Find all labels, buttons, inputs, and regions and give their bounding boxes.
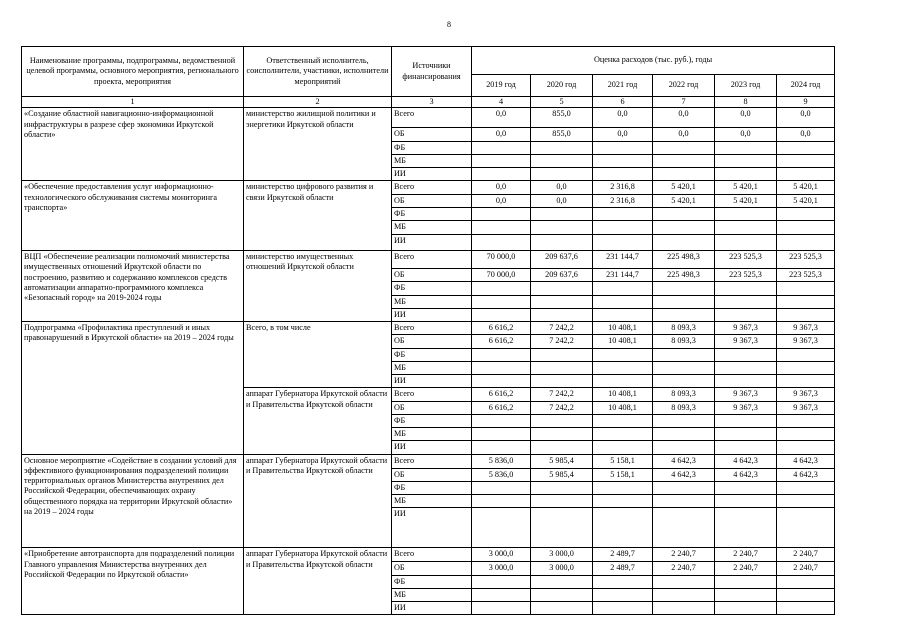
- cost-value-cell: [531, 375, 593, 388]
- cost-value-cell: [593, 588, 653, 601]
- cost-value-cell: [472, 282, 531, 295]
- cost-value-cell: 2 489,7: [593, 548, 653, 562]
- cost-value-cell: [531, 508, 593, 548]
- cost-value-cell: [472, 308, 531, 321]
- cost-value-cell: 223 525,3: [715, 269, 777, 282]
- funding-source-cell: ФБ: [392, 348, 472, 361]
- executor-cell: Всего, в том числе: [244, 322, 392, 388]
- cost-value-cell: 0,0: [593, 128, 653, 141]
- funding-source-cell: ФБ: [392, 481, 472, 494]
- header-source-col: Источники финансирования: [392, 47, 472, 97]
- cost-value-cell: [777, 414, 835, 427]
- cost-value-cell: [777, 588, 835, 601]
- cost-value-cell: [715, 282, 777, 295]
- column-index: 4: [472, 97, 531, 108]
- cost-value-cell: [715, 207, 777, 220]
- table-body: [22, 108, 835, 615]
- cost-value-cell: 5 985,4: [531, 454, 593, 468]
- cost-value-cell: [472, 154, 531, 167]
- header-year: 2019 год: [472, 75, 531, 97]
- program-name-cell: «Создание областной навигационно-информационной инфраструктуры в разрезе сфер экономики Иркутской области»: [22, 108, 244, 181]
- cost-value-cell: [472, 602, 531, 615]
- cost-value-cell: 2 316,8: [593, 181, 653, 194]
- cost-value-cell: 9 367,3: [777, 401, 835, 414]
- cost-value-cell: 0,0: [715, 108, 777, 128]
- funding-source-cell: МБ: [392, 295, 472, 308]
- header-year: 2024 год: [777, 75, 835, 97]
- program-name-cell: «Обеспечение предоставления услуг информационно-технологического обслуживания системы мониторинга транспорта»: [22, 181, 244, 251]
- cost-value-cell: 231 144,7: [593, 269, 653, 282]
- cost-value-cell: 5 836,0: [472, 468, 531, 481]
- cost-value-cell: 5 985,4: [531, 468, 593, 481]
- cost-value-cell: 0,0: [531, 181, 593, 194]
- cost-value-cell: [653, 235, 715, 251]
- funding-source-cell: МБ: [392, 154, 472, 167]
- cost-value-cell: [593, 295, 653, 308]
- cost-value-cell: [777, 361, 835, 374]
- cost-value-cell: [715, 295, 777, 308]
- cost-value-cell: [472, 414, 531, 427]
- cost-value-cell: [593, 508, 653, 548]
- cost-value-cell: [593, 602, 653, 615]
- cost-value-cell: [777, 375, 835, 388]
- cost-value-cell: 9 367,3: [777, 388, 835, 401]
- funding-source-cell: ОБ: [392, 562, 472, 575]
- cost-value-cell: [472, 441, 531, 454]
- cost-value-cell: 5 420,1: [777, 194, 835, 207]
- executor-cell: министерство жилищной политики и энергетики Иркутской области: [244, 108, 392, 181]
- cost-value-cell: [777, 295, 835, 308]
- cost-value-cell: [593, 235, 653, 251]
- cost-value-cell: [715, 221, 777, 235]
- cost-value-cell: 0,0: [777, 128, 835, 141]
- cost-value-cell: [472, 141, 531, 154]
- program-name-cell: Подпрограмма «Профилактика преступлений и иных правонарушений в Иркутской области» на 2019 – 2024 годы: [22, 322, 244, 455]
- cost-value-cell: [715, 495, 777, 508]
- executor-cell: аппарат Губернатора Иркутской области и Правительства Иркутской области: [244, 454, 392, 548]
- funding-source-cell: ФБ: [392, 282, 472, 295]
- cost-value-cell: 209 637,6: [531, 251, 593, 269]
- cost-value-cell: [531, 575, 593, 588]
- cost-value-cell: [593, 141, 653, 154]
- funding-source-cell: ИИ: [392, 375, 472, 388]
- funding-source-cell: Всего: [392, 251, 472, 269]
- program-name-cell: «Приобретение автотранспорта для подразделений полиции Главного управления Министерства внутренних дел Российской Федерации по Иркутской области»: [22, 548, 244, 615]
- column-index: 1: [22, 97, 244, 108]
- cost-value-cell: [593, 481, 653, 494]
- cost-value-cell: [472, 235, 531, 251]
- cost-value-cell: [777, 481, 835, 494]
- cost-value-cell: [653, 428, 715, 441]
- cost-value-cell: 2 316,8: [593, 194, 653, 207]
- cost-value-cell: 3 000,0: [531, 548, 593, 562]
- cost-value-cell: [531, 207, 593, 220]
- funding-source-cell: ИИ: [392, 602, 472, 615]
- cost-value-cell: [777, 495, 835, 508]
- cost-value-cell: 8 093,3: [653, 335, 715, 348]
- cost-value-cell: 0,0: [777, 108, 835, 128]
- cost-value-cell: [653, 154, 715, 167]
- cost-value-cell: [593, 207, 653, 220]
- cost-value-cell: 8 093,3: [653, 401, 715, 414]
- cost-value-cell: 9 367,3: [715, 401, 777, 414]
- cost-value-cell: 9 367,3: [777, 335, 835, 348]
- cost-value-cell: 6 616,2: [472, 322, 531, 335]
- cost-value-cell: [653, 282, 715, 295]
- header-year: 2020 год: [531, 75, 593, 97]
- cost-value-cell: [472, 575, 531, 588]
- cost-value-cell: [777, 207, 835, 220]
- cost-value-cell: [593, 375, 653, 388]
- cost-value-cell: 0,0: [472, 194, 531, 207]
- cost-value-cell: 8 093,3: [653, 388, 715, 401]
- page-number: 8: [447, 20, 451, 29]
- cost-value-cell: [653, 575, 715, 588]
- cost-value-cell: [472, 375, 531, 388]
- cost-value-cell: 4 642,3: [777, 468, 835, 481]
- funding-source-cell: Всего: [392, 548, 472, 562]
- cost-value-cell: [653, 221, 715, 235]
- cost-value-cell: [531, 361, 593, 374]
- cost-value-cell: [715, 602, 777, 615]
- cost-value-cell: 5 158,1: [593, 468, 653, 481]
- cost-value-cell: 3 000,0: [531, 562, 593, 575]
- cost-value-cell: 0,0: [472, 128, 531, 141]
- cost-value-cell: [653, 441, 715, 454]
- funding-source-cell: ФБ: [392, 141, 472, 154]
- cost-value-cell: 10 408,1: [593, 322, 653, 335]
- cost-value-cell: 10 408,1: [593, 335, 653, 348]
- funding-source-cell: ИИ: [392, 308, 472, 321]
- cost-value-cell: [715, 481, 777, 494]
- cost-value-cell: 4 642,3: [653, 468, 715, 481]
- cost-value-cell: [531, 602, 593, 615]
- cost-value-cell: [593, 308, 653, 321]
- cost-value-cell: 3 000,0: [472, 562, 531, 575]
- funding-source-cell: МБ: [392, 588, 472, 601]
- cost-value-cell: 2 240,7: [715, 548, 777, 562]
- program-name-cell: ВЦП «Обеспечение реализации полномочий министерства имущественных отношений Иркутской области по построению, развитию и содержанию комплексов средств автоматизации аппаратно-программного комплекса «Безопасный город» на 2019-2024 годы: [22, 251, 244, 322]
- cost-value-cell: 0,0: [472, 108, 531, 128]
- cost-value-cell: [472, 168, 531, 181]
- header-year: 2022 год: [653, 75, 715, 97]
- header-year: 2021 год: [593, 75, 653, 97]
- cost-value-cell: [531, 588, 593, 601]
- cost-value-cell: [593, 282, 653, 295]
- cost-value-cell: 7 242,2: [531, 335, 593, 348]
- cost-value-cell: [715, 235, 777, 251]
- cost-value-cell: [653, 348, 715, 361]
- cost-value-cell: 223 525,3: [777, 251, 835, 269]
- cost-value-cell: [531, 348, 593, 361]
- column-index: 2: [244, 97, 392, 108]
- table-row: [22, 454, 835, 468]
- cost-value-cell: [715, 361, 777, 374]
- cost-value-cell: [777, 575, 835, 588]
- cost-value-cell: [593, 414, 653, 427]
- cost-value-cell: 2 489,7: [593, 562, 653, 575]
- cost-value-cell: [715, 348, 777, 361]
- funding-source-cell: МБ: [392, 428, 472, 441]
- cost-value-cell: [593, 348, 653, 361]
- cost-value-cell: 5 420,1: [653, 181, 715, 194]
- cost-value-cell: [593, 221, 653, 235]
- cost-value-cell: [777, 508, 835, 548]
- cost-value-cell: [715, 141, 777, 154]
- cost-value-cell: 3 000,0: [472, 548, 531, 562]
- program-name-cell: Основное мероприятие «Содействие в создании условий для эффективного функционирования подразделений полиции территориальных органов Министерства внутренних дел Российской Федерации, обеспечивающих охрану общественного порядка на территории Иркутской области» на 2019 – 2024 годы: [22, 454, 244, 548]
- cost-value-cell: [777, 221, 835, 235]
- cost-value-cell: [653, 361, 715, 374]
- header-name-col: Наименование программы, подпрограммы, ведомственной целевой программы, основного мероприятия, регионального проекта, мероприятия: [22, 47, 244, 97]
- cost-value-cell: [777, 441, 835, 454]
- cost-value-cell: [531, 282, 593, 295]
- cost-value-cell: [715, 375, 777, 388]
- cost-value-cell: 7 242,2: [531, 322, 593, 335]
- cost-value-cell: [777, 428, 835, 441]
- column-index: 8: [715, 97, 777, 108]
- cost-value-cell: [777, 602, 835, 615]
- cost-value-cell: [653, 495, 715, 508]
- cost-value-cell: [531, 235, 593, 251]
- cost-value-cell: [472, 428, 531, 441]
- funding-source-cell: Всего: [392, 108, 472, 128]
- funding-source-cell: ФБ: [392, 207, 472, 220]
- table-row: [22, 251, 835, 269]
- funding-source-cell: ОБ: [392, 401, 472, 414]
- cost-value-cell: 855,0: [531, 108, 593, 128]
- funding-source-cell: ФБ: [392, 414, 472, 427]
- header-executor-col: Ответственный исполнитель, соисполнители, участники, исполнители мероприятий: [244, 47, 392, 97]
- executor-cell: министерство цифрового развития и связи Иркутской области: [244, 181, 392, 251]
- cost-value-cell: 4 642,3: [715, 454, 777, 468]
- funding-source-cell: МБ: [392, 221, 472, 235]
- executor-cell: министерство имущественных отношений Иркутской области: [244, 251, 392, 322]
- cost-value-cell: 4 642,3: [653, 454, 715, 468]
- cost-value-cell: 7 242,2: [531, 401, 593, 414]
- funding-source-cell: Всего: [392, 388, 472, 401]
- cost-value-cell: 4 642,3: [715, 468, 777, 481]
- header-costs-col: Оценка расходов (тыс. руб.), годы: [472, 47, 835, 75]
- cost-value-cell: 0,0: [593, 108, 653, 128]
- cost-value-cell: [531, 428, 593, 441]
- cost-value-cell: 0,0: [472, 181, 531, 194]
- cost-value-cell: [472, 361, 531, 374]
- cost-value-cell: [715, 428, 777, 441]
- funding-source-cell: Всего: [392, 322, 472, 335]
- cost-value-cell: 9 367,3: [715, 335, 777, 348]
- cost-value-cell: [531, 221, 593, 235]
- cost-value-cell: [472, 207, 531, 220]
- cost-value-cell: 6 616,2: [472, 335, 531, 348]
- cost-value-cell: [715, 441, 777, 454]
- cost-value-cell: [653, 295, 715, 308]
- cost-value-cell: [531, 481, 593, 494]
- funding-source-cell: МБ: [392, 495, 472, 508]
- funding-source-cell: ОБ: [392, 194, 472, 207]
- cost-value-cell: [653, 481, 715, 494]
- budget-table: [21, 46, 835, 615]
- cost-value-cell: 2 240,7: [653, 548, 715, 562]
- funding-source-cell: Всего: [392, 181, 472, 194]
- cost-value-cell: 0,0: [531, 194, 593, 207]
- funding-source-cell: ФБ: [392, 575, 472, 588]
- cost-value-cell: [593, 428, 653, 441]
- cost-value-cell: 0,0: [653, 108, 715, 128]
- cost-value-cell: 5 420,1: [715, 194, 777, 207]
- cost-value-cell: [715, 588, 777, 601]
- cost-value-cell: 70 000,0: [472, 251, 531, 269]
- cost-value-cell: [777, 168, 835, 181]
- cost-value-cell: 223 525,3: [715, 251, 777, 269]
- column-index: 9: [777, 97, 835, 108]
- cost-value-cell: 2 240,7: [777, 562, 835, 575]
- cost-value-cell: 0,0: [715, 128, 777, 141]
- cost-value-cell: [472, 588, 531, 601]
- cost-value-cell: [653, 414, 715, 427]
- executor-cell: аппарат Губернатора Иркутской области и Правительства Иркутской области: [244, 388, 392, 454]
- cost-value-cell: [531, 414, 593, 427]
- cost-value-cell: [593, 495, 653, 508]
- table-row: [22, 548, 835, 562]
- cost-value-cell: 70 000,0: [472, 269, 531, 282]
- cost-value-cell: [593, 441, 653, 454]
- cost-value-cell: 0,0: [653, 128, 715, 141]
- cost-value-cell: [653, 375, 715, 388]
- cost-value-cell: 209 637,6: [531, 269, 593, 282]
- cost-value-cell: 5 420,1: [777, 181, 835, 194]
- cost-value-cell: 5 836,0: [472, 454, 531, 468]
- table-row: [22, 322, 835, 335]
- cost-value-cell: [653, 508, 715, 548]
- cost-value-cell: [531, 168, 593, 181]
- cost-value-cell: [472, 495, 531, 508]
- cost-value-cell: 5 158,1: [593, 454, 653, 468]
- funding-source-cell: ОБ: [392, 468, 472, 481]
- cost-value-cell: [653, 207, 715, 220]
- funding-source-cell: ОБ: [392, 269, 472, 282]
- cost-value-cell: 5 420,1: [653, 194, 715, 207]
- funding-source-cell: ИИ: [392, 235, 472, 251]
- cost-value-cell: 223 525,3: [777, 269, 835, 282]
- cost-value-cell: [593, 168, 653, 181]
- cost-value-cell: 10 408,1: [593, 388, 653, 401]
- cost-value-cell: 6 616,2: [472, 401, 531, 414]
- cost-value-cell: 8 093,3: [653, 322, 715, 335]
- cost-value-cell: [777, 235, 835, 251]
- cost-value-cell: [715, 308, 777, 321]
- cost-value-cell: [715, 508, 777, 548]
- cost-value-cell: 10 408,1: [593, 401, 653, 414]
- funding-source-cell: Всего: [392, 454, 472, 468]
- cost-value-cell: 9 367,3: [777, 322, 835, 335]
- cost-value-cell: [531, 141, 593, 154]
- cost-value-cell: [777, 154, 835, 167]
- cost-value-cell: [472, 295, 531, 308]
- cost-value-cell: [531, 308, 593, 321]
- cost-value-cell: 225 498,3: [653, 269, 715, 282]
- cost-value-cell: [472, 508, 531, 548]
- cost-value-cell: [653, 588, 715, 601]
- table-row: [22, 181, 835, 194]
- cost-value-cell: 7 242,2: [531, 388, 593, 401]
- cost-value-cell: [531, 295, 593, 308]
- cost-value-cell: [593, 575, 653, 588]
- cost-value-cell: [472, 481, 531, 494]
- cost-value-cell: [777, 282, 835, 295]
- funding-source-cell: ОБ: [392, 335, 472, 348]
- cost-value-cell: [777, 141, 835, 154]
- funding-source-cell: ОБ: [392, 128, 472, 141]
- funding-source-cell: МБ: [392, 361, 472, 374]
- column-index: 7: [653, 97, 715, 108]
- cost-value-cell: 4 642,3: [777, 454, 835, 468]
- cost-value-cell: 9 367,3: [715, 322, 777, 335]
- column-index: 3: [392, 97, 472, 108]
- cost-value-cell: 5 420,1: [715, 181, 777, 194]
- cost-value-cell: 2 240,7: [653, 562, 715, 575]
- cost-value-cell: [531, 154, 593, 167]
- cost-value-cell: [777, 348, 835, 361]
- cost-value-cell: [715, 154, 777, 167]
- cost-value-cell: [653, 308, 715, 321]
- cost-value-cell: 2 240,7: [777, 548, 835, 562]
- cost-value-cell: 6 616,2: [472, 388, 531, 401]
- cost-value-cell: [531, 495, 593, 508]
- cost-value-cell: [472, 348, 531, 361]
- cost-value-cell: [593, 361, 653, 374]
- cost-value-cell: [531, 441, 593, 454]
- executor-cell: аппарат Губернатора Иркутской области и Правительства Иркутской области: [244, 548, 392, 615]
- funding-source-cell: ИИ: [392, 441, 472, 454]
- cost-value-cell: [653, 602, 715, 615]
- cost-value-cell: [653, 168, 715, 181]
- header-year: 2023 год: [715, 75, 777, 97]
- cost-value-cell: 855,0: [531, 128, 593, 141]
- table-row: [22, 108, 835, 128]
- cost-value-cell: 225 498,3: [653, 251, 715, 269]
- cost-value-cell: [653, 141, 715, 154]
- cost-value-cell: 231 144,7: [593, 251, 653, 269]
- cost-value-cell: [593, 154, 653, 167]
- funding-source-cell: ИИ: [392, 508, 472, 548]
- column-index: 6: [593, 97, 653, 108]
- cost-value-cell: 9 367,3: [715, 388, 777, 401]
- cost-value-cell: 2 240,7: [715, 562, 777, 575]
- cost-value-cell: [472, 221, 531, 235]
- cost-value-cell: [715, 575, 777, 588]
- cost-value-cell: [715, 168, 777, 181]
- cost-value-cell: [715, 414, 777, 427]
- funding-source-cell: ИИ: [392, 168, 472, 181]
- column-index: 5: [531, 97, 593, 108]
- cost-value-cell: [777, 308, 835, 321]
